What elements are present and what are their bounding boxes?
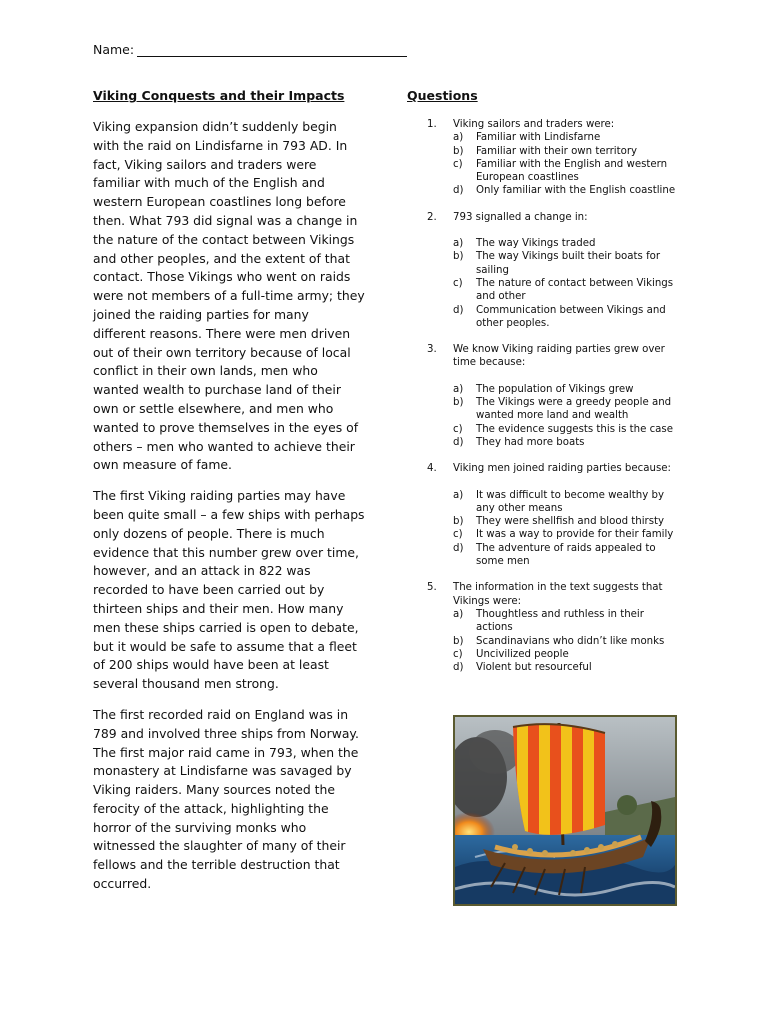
option-text: Familiar with Lindisfarne [476, 132, 601, 144]
article-paragraph: Viking expansion didn’t suddenly begin with the raid on Lindisfarne in 793 AD. In fact, Viking sailors and traders were familiar with much of the English and western European coastlines long before then. What 793 did signal was a change in the nature of the contact between Vikings and other peoples, and the extent of that contact. Those Vikings who went on raids were not members of a full-time army; they joined the raiding parties for many different reasons. There were men driven out of their own territory because of local conflict in their own lands, men who wanted wealth to purchase land of their own or settle elsewhere, and men who wanted to prove themselves in the eyes of others – men who wanted to achieve their own measure of fame. [93, 119, 365, 473]
article-paragraph: The first Viking raiding parties may have been quite small – a few ships with perhaps only dozens of people. There is much evidence that this number grew over time, however, and an attack in 822 was recorded to have been carried out by thirteen ships and their men. How many men these ships carried is open to debate, but it would be safe to assume that a fleet of 200 ships would have been at least several thousand men strong. [93, 488, 365, 692]
article-title: Viking Conquests and their Impacts [93, 88, 345, 103]
answer-options [453, 237, 682, 330]
question-number: 1. [427, 119, 437, 130]
answer-option[interactable] [453, 383, 682, 396]
option-letter: c) [453, 158, 463, 170]
option-text: They were shellfish and blood thirsty [476, 516, 665, 528]
option-letter: d) [453, 185, 464, 197]
answer-option[interactable] [453, 489, 682, 516]
question-item [427, 462, 682, 568]
option-text: Violent but resourceful [476, 662, 592, 674]
questions-list [427, 118, 682, 687]
option-text: The way Vikings traded [476, 238, 596, 250]
answer-option[interactable] [453, 436, 682, 449]
answer-option[interactable] [453, 131, 682, 144]
answer-option[interactable] [453, 304, 682, 331]
answer-option[interactable] [453, 608, 682, 635]
option-letter: a) [453, 238, 464, 250]
answer-option[interactable] [453, 145, 682, 158]
option-letter: a) [453, 383, 464, 395]
option-letter: d) [453, 436, 464, 448]
answer-option[interactable] [453, 277, 682, 304]
question-item [427, 343, 682, 449]
option-letter: b) [453, 516, 464, 528]
option-letter: d) [453, 304, 464, 316]
option-text: Familiar with their own territory [476, 145, 638, 157]
answer-option[interactable] [453, 184, 682, 197]
option-letter: b) [453, 635, 464, 647]
answer-options [453, 383, 682, 449]
option-text: Scandinavians who didn’t like monks [476, 635, 665, 647]
answer-option[interactable] [453, 528, 682, 541]
question-number: 3. [427, 344, 437, 356]
smoke [469, 730, 521, 774]
tree [617, 795, 637, 815]
answer-option[interactable] [453, 237, 682, 250]
option-letter: b) [453, 251, 464, 263]
name-label: Name: [93, 42, 135, 57]
option-text: The way Vikings built their boats for sailing [476, 251, 661, 276]
answer-option[interactable] [453, 648, 682, 661]
option-letter: c) [453, 529, 463, 541]
question-item [427, 581, 682, 674]
answer-options [453, 489, 682, 569]
option-letter: a) [453, 132, 464, 144]
option-letter: d) [453, 542, 464, 554]
question-number: 4. [427, 463, 437, 475]
question-text: 793 signalled a change in: [453, 211, 588, 223]
article-paragraph: The first recorded raid on England was in 789 and involved three ships from Norway. The first major raid came in 793, when the monastery at Lindisfarne was savaged by Viking raiders. Many sources noted the ferocity of the attack, highlighting the horror of the surviving monks who witnessed the slaughter of many of their fellows and the terrible destruction that occurred. [93, 706, 359, 892]
answer-options [453, 608, 682, 674]
option-text: The evidence suggests this is the case [476, 423, 674, 435]
question-text: Viking sailors and traders were: [453, 119, 615, 130]
option-letter: c) [453, 423, 463, 435]
option-letter: c) [453, 648, 463, 660]
option-text: The adventure of raids appealed to some men [476, 542, 656, 568]
question-item [427, 211, 682, 330]
answer-option[interactable] [453, 396, 682, 423]
option-letter: a) [453, 608, 464, 620]
question-item [427, 118, 682, 198]
name-blank-line[interactable] [137, 43, 407, 57]
viking-ship-image [453, 715, 677, 906]
option-text: Familiar with the English and western European coastlines [476, 158, 668, 184]
question-number: 5. [427, 582, 437, 594]
answer-option[interactable] [453, 250, 682, 277]
option-letter: b) [453, 145, 464, 157]
questions-heading: Questions [407, 88, 478, 103]
question-number: 2. [427, 211, 437, 223]
option-text: The population of Vikings grew [476, 383, 634, 395]
answer-option[interactable] [453, 661, 682, 674]
option-text: Uncivilized people [476, 648, 569, 660]
answer-option[interactable] [453, 515, 682, 528]
viking-ship-illustration [455, 717, 675, 904]
option-letter: c) [453, 277, 463, 289]
answer-option[interactable] [453, 635, 682, 648]
question-text: Viking men joined raiding parties because: [453, 463, 671, 475]
option-text: The nature of contact between Vikings and other [476, 277, 674, 303]
answer-option[interactable] [453, 423, 682, 436]
name-field[interactable] [93, 42, 407, 57]
answer-options [453, 131, 682, 197]
option-text: Thoughtless and ruthless in their actions [476, 608, 644, 634]
answer-option[interactable] [453, 158, 682, 185]
option-text: It was difficult to become wealthy by any other means [476, 489, 664, 514]
article-body [93, 118, 365, 906]
option-letter: a) [453, 489, 464, 501]
question-text: The information in the text suggests that Vikings were: [453, 582, 663, 607]
question-text: We know Viking raiding parties grew over time because: [453, 344, 665, 369]
option-text: It was a way to provide for their family [476, 529, 674, 541]
answer-option[interactable] [453, 542, 682, 569]
option-text: Communication between Vikings and other peoples. [476, 304, 666, 329]
option-letter: d) [453, 662, 464, 674]
option-letter: b) [453, 397, 464, 409]
option-text: They had more boats [476, 436, 585, 448]
option-text: Only familiar with the English coastline [476, 185, 676, 197]
option-text: The Vikings were a greedy people and wanted more land and wealth [476, 397, 672, 422]
